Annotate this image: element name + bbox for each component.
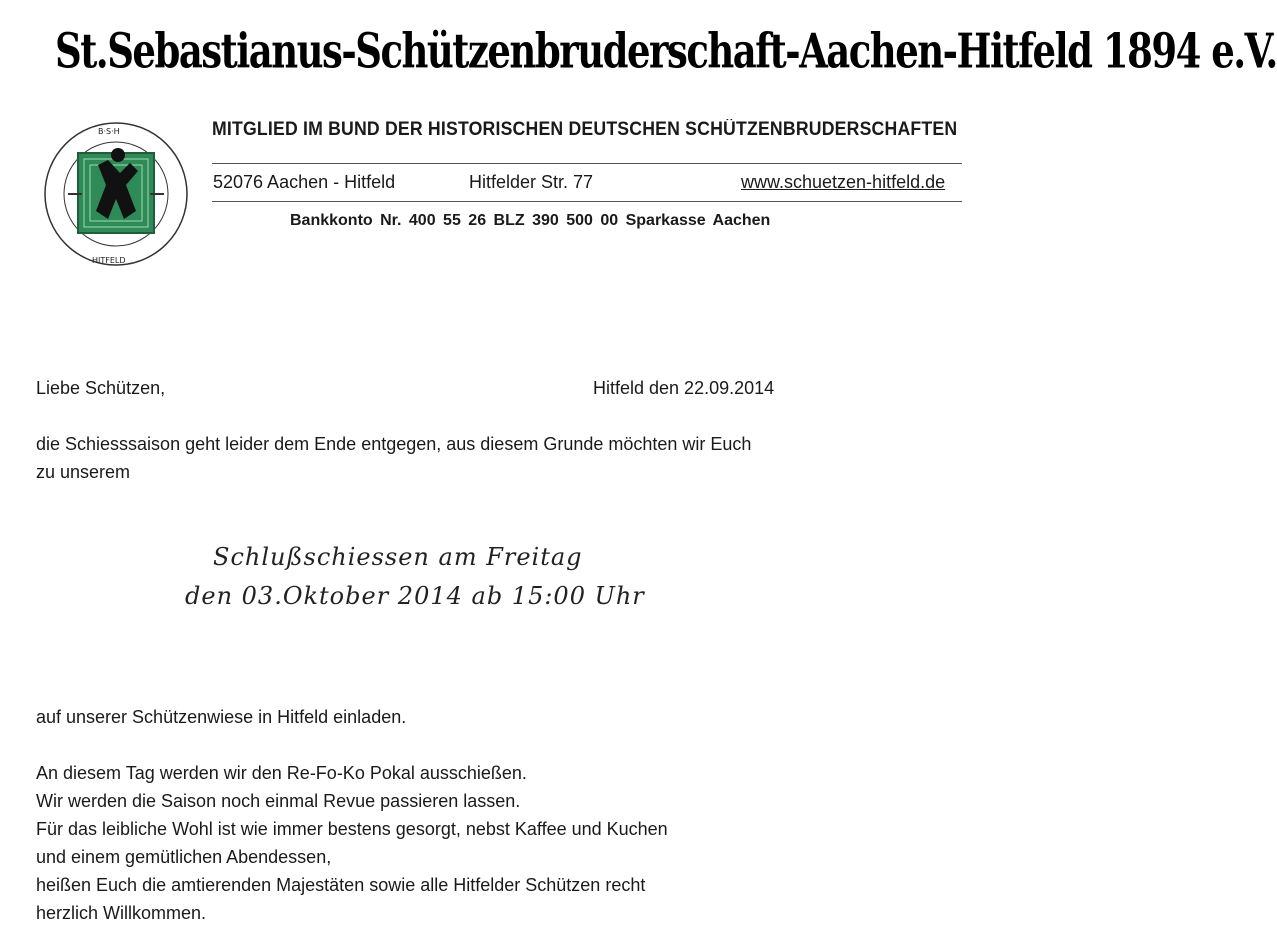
svg-text:B·S·H: B·S·H — [98, 127, 120, 136]
intro-line: zu unserem — [36, 462, 131, 482]
letterhead-title: St.Sebastianus-Schützenbruderschaft-Aachen-Hitfeld 1894 e.V. — [55, 22, 1277, 80]
website-link[interactable]: www.schuetzen-hitfeld.de — [741, 172, 946, 192]
header-divider-lower — [212, 201, 962, 202]
paragraph-line: und einem gemütlichen Abendessen, — [36, 847, 332, 867]
street-address: Hitfelder Str. 77 — [469, 172, 594, 192]
salutation: Liebe Schützen, — [36, 378, 166, 398]
paragraph-line: heißen Euch die amtierenden Majestäten sowie alle Hitfelder Schützen recht — [36, 875, 646, 895]
paragraph-line: An diesem Tag werden wir den Re-Fo-Ko Pokal ausschießen. — [36, 763, 527, 783]
paragraph-line: Wir werden die Saison noch einmal Revue passieren lassen. — [36, 791, 521, 811]
event-date-time: den 03.Oktober 2014 ab 15:00 Uhr — [185, 582, 645, 610]
paragraph-line: Für das leibliche Wohl ist wie immer bestens gesorgt, nebst Kaffee und Kuchen — [36, 819, 668, 839]
membership-heading: MITGLIED IM BUND DER HISTORISCHEN DEUTSCHEN SCHÜTZENBRUDERSCHAFTEN — [212, 119, 958, 140]
bank-details: Bankkonto Nr. 400 55 26 BLZ 390 500 00 Sparkasse Aachen — [290, 212, 771, 229]
header-divider — [212, 163, 962, 164]
place-date: Hitfeld den 22.09.2014 — [593, 378, 775, 398]
svg-text:HITFELD: HITFELD — [92, 256, 126, 265]
postal-city: 52076 Aachen - Hitfeld — [213, 172, 396, 192]
paragraph-line: herzlich Willkommen. — [36, 903, 207, 923]
intro-line: die Schiesssaison geht leider dem Ende entgegen, aus diesem Grunde möchten wir Euch — [36, 434, 752, 454]
brotherhood-emblem-icon — [38, 115, 193, 273]
location-line: auf unserer Schützenwiese in Hitfeld einladen. — [36, 707, 407, 727]
event-title: Schlußschiessen am Freitag — [213, 543, 583, 571]
